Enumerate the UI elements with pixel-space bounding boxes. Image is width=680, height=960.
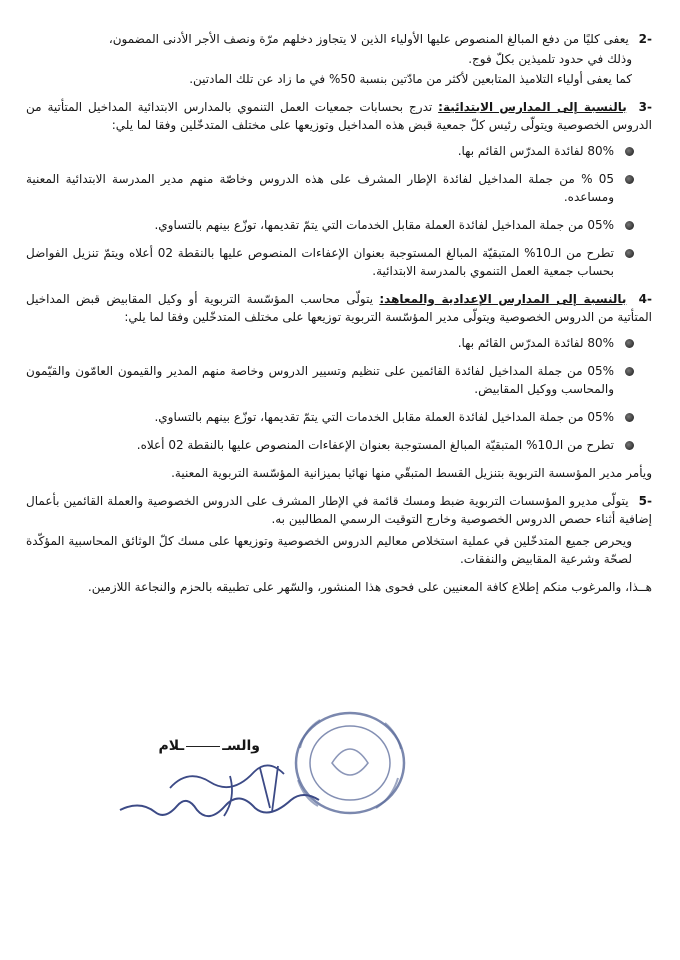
list-item: تطرح من الـ10% المتبقيّة المبالغ المستوجبة بعنوان الإعفاءات المنصوص عليها بالنقطة 02 أعلاه ويتمّ تنزيل الفواضل بحساب جمعية العمل التنموي بالمدرسة الابتدائية. [26,244,630,280]
bullet-icon [625,413,634,422]
list-item: 05% من جملة المداخيل لفائدة العملة مقابل الخدمات التي يتمّ تقديمها، توزّع بينهم بالتساوي. [26,408,630,426]
section-4-heading: بالنسبة إلى المدارس الإعدادية والمعاهد: [379,292,627,306]
handwritten-signature-icon [110,758,340,828]
section-4-after: ويأمر مدير المؤسسة التربوية بتنزيل القسط المتبقّي منها نهائيا بميزانية المؤسّسة التربوية المعنية. [171,466,652,480]
bullet-icon [625,441,634,450]
closing-salutation: والســلام [158,738,260,754]
closing-paragraph: هــذا، والمرغوب منكم إطلاع كافة المعنيين على فحوى هذا المنشور، والسّهر على تطبيقه بالحزم والنجاعة اللازمين. [87,580,652,594]
list-item: 05% من جملة المداخيل لفائدة القائمين على تنظيم وتسيير الدروس وخاصة منهم المدير والقيمون العامّون والقيّمون والمحاسب ووكيل المقابيض. [26,362,630,398]
section-5-text: يتولّى مديرو المؤسسات التربوية ضبط ومسك قائمة في الإطار المشرف على الدروس الخصوصية والعملة القائمين بأعمال إضافية أثناء حصص الدروس الخصوصية وخارج التوقيت الرسمي المطالبين به. [26,494,652,526]
section-3-list [26,142,652,280]
list-item: 80% لفائدة المدرّس القائم بها. [26,334,630,352]
bullet-icon [625,339,634,348]
section-2-line-1: يعفى كليًا من دفع المبالغ المنصوص عليها الأولياء الذين لا يتجاوز دخلهم مرّة ونصف الأجر الأدنى المضمون، [108,32,629,46]
section-4-intro: يتولّى محاسب المؤسّسة التربوية أو وكيل المقابيض قبض المداخيل المتأتية من الدروس الخصوصية ويتولّى مدير المؤسّسة التربوية توزيعها على مختلف المتدخّلين وفقا لما يلي: [26,292,652,324]
list-item: 05 % من جملة المداخيل لفائدة الإطار المشرف على هذه الدروس وخاصّة منهم مدير المدرسة الابتدائية المعنية ومساعده. [26,170,630,206]
section-2-note: كما يعفى أولياء التلاميذ المتابعين لأكثر من مادّتين بنسبة 50% في ما زاد عن تلك المادتين. [189,72,632,86]
section-2-line-2: وذلك في حدود تلميذين بكلّ فوج. [468,52,632,66]
section-number: -2 [638,32,652,46]
section-5-text-2: ويحرص جميع المتدخّلين في عملية استخلاص معاليم الدروس الخصوصية وتوزيعها على مسك كلّ الوثائق المحاسبية المؤكّدة لصحّة وشرعية المقابيض والنفقات. [26,534,632,566]
list-item: تطرح من الـ10% المتبقيّة المبالغ المستوجبة بعنوان الإعفاءات المنصوص عليها بالنقطة 02 أعلاه. [26,436,630,454]
list-item: 05% من جملة المداخيل لفائدة العملة مقابل الخدمات التي يتمّ تقديمها، توزّع بينهم بالتساوي. [26,216,630,234]
bullet-icon [625,249,634,258]
section-number: -3 [638,100,652,114]
section-3-heading: بالنسبة إلى المدارس الابتدائية: [438,100,627,114]
section-3 [26,98,652,280]
section-2 [26,30,652,88]
section-4 [26,290,652,482]
section-4-list [26,334,652,454]
section-3-intro: تدرج بحسابات جمعيات العمل التنموي بالمدارس الابتدائية المداخيل المتأتية من الدروس الخصوصية ويتولّى رئيس كلّ جمعية قبض هذه المداخيل وتوزيعها على مختلف المتدخّلين وفقا لما يلي: [26,100,652,132]
section-5 [26,492,652,568]
section-number: -5 [638,494,652,508]
bullet-icon [625,221,634,230]
bullet-icon [625,147,634,156]
section-number: -4 [638,292,652,306]
bullet-icon [625,175,634,184]
bullet-icon [625,367,634,376]
list-item: 80% لفائدة المدرّس القائم بها. [26,142,630,160]
